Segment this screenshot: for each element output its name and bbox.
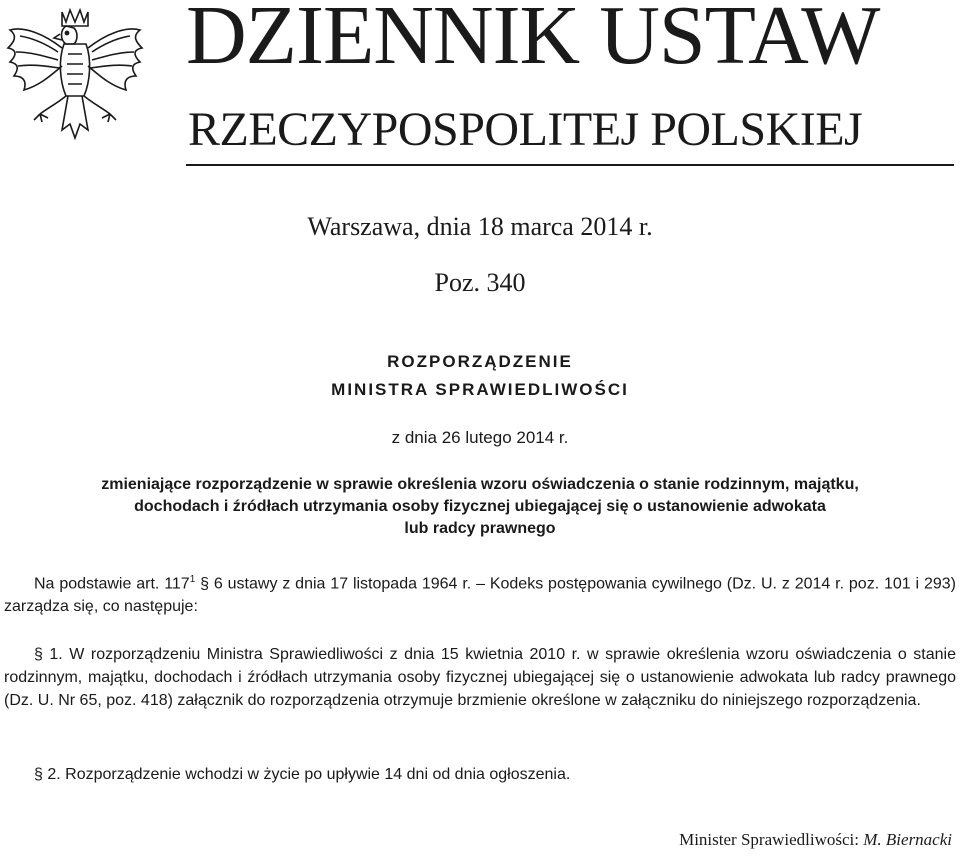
legal-basis-text: Na podstawie art. 117 (34, 575, 190, 593)
document-date: z dnia 26 lutego 2014 r. (391, 428, 569, 447)
publication-date: Warszawa, dnia 18 marca 2014 r. (307, 212, 653, 241)
article-superscript: 1 (189, 574, 196, 585)
document-type: ROZPORZĄDZENIE (387, 352, 573, 371)
subject-line: lub radcy prawnego (404, 520, 556, 537)
masthead-divider (186, 164, 954, 166)
masthead-subtitle: RZECZYPOSPOLITEJ POLSKIEJ (188, 103, 863, 156)
legal-basis-paragraph (4, 568, 956, 618)
white-eagle-emblem (4, 4, 146, 144)
subject-line: zmieniające rozporządzenie w sprawie określenia wzoru oświadczenia o stanie rodzinnym, majątku, (101, 476, 859, 493)
document-subject (0, 474, 960, 540)
masthead-title: DZIENNIK USTAW (186, 0, 880, 82)
paragraph-section-2: § 2. Rozporządzenie wchodzi w życie po upływie 14 dni od dnia ogłoszenia. (34, 766, 571, 783)
signature-label: Minister Sprawiedliwości: (679, 830, 864, 849)
legal-basis-text: § 6 ustawy z dnia 17 listopada 1964 r. – Kodeks postępowania cywilnego (Dz. U. z 2014 r. poz. 101 i 293) zarządza się, co następuje: (4, 575, 957, 616)
subject-line: dochodach i źródłach utrzymania osoby fizycznej ubiegającej się o ustanowienie adwokata (134, 498, 826, 515)
signature-line (679, 830, 952, 850)
signature-name: M. Biernacki (863, 830, 952, 849)
issuing-authority: MINISTRA SPRAWIEDLIWOŚCI (331, 380, 629, 399)
position-number: Poz. 340 (434, 268, 526, 297)
paragraph-section-1: § 1. W rozporządzeniu Ministra Sprawiedliwości z dnia 15 kwietnia 2010 r. w sprawie określenia wzoru oświadczenia o stanie rodzinnym, majątku, dochodach i źródłach utrzymania osoby fizycznej ubiegającej się o ustanowienie adwokata lub radcy prawnego (Dz. U. Nr 65, poz. 418) załącznik do rozporządzenia otrzymuje brzmienie określone w załączniku do niniejszego rozporządzenia. (4, 646, 956, 709)
